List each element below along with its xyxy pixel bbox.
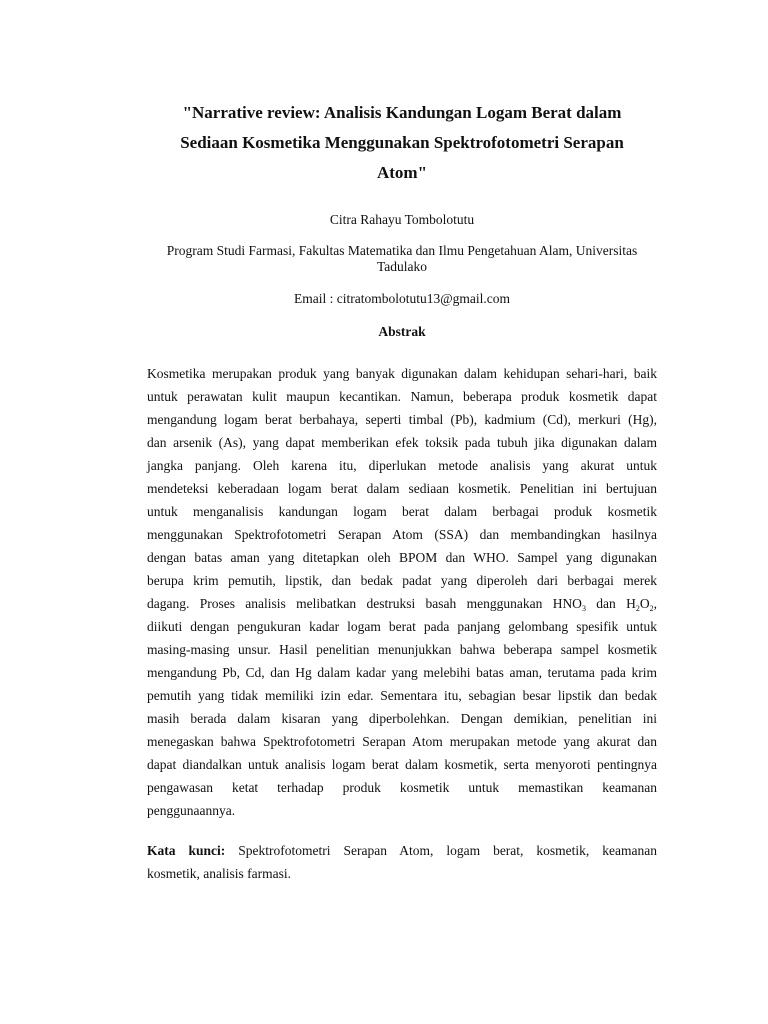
abstract-line: Kosmetika merupakan produk yang banyak digunakan dalam kehidupan sehari-hari, baik: [147, 366, 657, 381]
abstract-line: pengawasan ketat terhadap produk kosmetik untuk memastikan keamanan: [147, 780, 657, 795]
author-email: Email : citratombolotutu13@gmail.com: [293, 291, 511, 306]
abstract-heading: Abstrak: [378, 324, 426, 339]
subscript: 2: [649, 604, 654, 613]
formula-text: ,: [653, 596, 657, 611]
abstract-line: dapat diandalkan untuk analisis logam berat dalam kosmetik, serta menyoroti pentingnya: [147, 757, 657, 772]
title-line: "Narrative review: Analisis Kandungan Logam Berat dalam: [182, 103, 622, 122]
abstract-line: dengan batas aman yang ditetapkan oleh BPOM dan WHO. Sampel yang digunakan: [147, 550, 657, 565]
formula-text: dan H: [585, 596, 636, 611]
abstract-line: jangka panjang. Oleh karena itu, diperlukan metode analisis yang akurat untuk: [147, 458, 657, 473]
abstract-line: diikuti dengan pengukuran kadar logam berat pada panjang gelombang spesifik untuk: [147, 619, 657, 634]
abstract-line: pemutih yang tidak memiliki izin edar. Sementara itu, sebagian besar lipstik dan bedak: [147, 688, 657, 703]
title-line: Atom": [376, 163, 428, 182]
abstract-line: dan arsenik (As), yang dapat memberikan efek toksik pada tubuh jika digunakan dalam: [147, 435, 657, 450]
abstract-line: masing-masing unsur. Hasil penelitian menunjukkan bahwa beberapa sampel kosmetik: [147, 642, 657, 657]
abstract-line: menegaskan bahwa Spektrofotometri Serapan Atom merupakan metode yang akurat dan: [147, 734, 657, 749]
abstract-line: masih berada dalam kisaran yang diperbolehkan. Dengan demikian, penelitian ini: [147, 711, 657, 726]
title-line: Sediaan Kosmetika Menggunakan Spektrofotometri Serapan: [180, 133, 624, 152]
keywords-text: Spektrofotometri Serapan Atom, logam berat, kosmetik, keamanan: [225, 843, 657, 858]
abstract-line: mengandung Pb, Cd, dan Hg dalam kadar yang melebihi batas aman, terutama pada krim: [147, 665, 657, 680]
paper-title: [147, 98, 657, 188]
subscript: 3: [581, 604, 586, 613]
abstract-body: [147, 362, 657, 822]
subscript: 2: [635, 604, 640, 613]
abstract-line-formula: [147, 592, 657, 615]
abstract-line: mendeteksi keberadaan logam berat dalam sediaan kosmetik. Penelitian ini bertujuan: [147, 481, 657, 496]
keywords: [147, 839, 657, 885]
abstract-line: berupa krim pemutih, lipstik, dan bedak padat yang diperoleh dari berbagai merek: [147, 573, 657, 588]
affiliation-line: Tadulako: [376, 259, 428, 274]
affiliation-line: Program Studi Farmasi, Fakultas Matematika dan Ilmu Pengetahuan Alam, Universitas: [166, 243, 638, 258]
abstract-line: untuk perawatan kulit maupun kecantikan. Namun, beberapa produk kosmetik dapat: [147, 389, 657, 404]
formula-text: dagang. Proses analisis melibatkan destruksi basah menggunakan HNO: [147, 596, 582, 611]
paper-page: [147, 98, 657, 885]
author-name: Citra Rahayu Tombolotutu: [329, 212, 475, 227]
formula-text: O: [639, 596, 650, 611]
abstract-line: penggunaannya.: [147, 803, 236, 818]
abstract-line: menggunakan Spektrofotometri Serapan Atom (SSA) dan membandingkan hasilnya: [147, 527, 657, 542]
keywords-line: [147, 839, 657, 862]
keywords-line: kosmetik, analisis farmasi.: [147, 866, 291, 881]
abstract-line: mengandung logam berat berbahaya, seperti timbal (Pb), kadmium (Cd), merkuri (Hg),: [147, 412, 657, 427]
affiliation: [147, 243, 657, 275]
abstract-line: untuk menganalisis kandungan logam berat dalam berbagai produk kosmetik: [147, 504, 657, 519]
keywords-label: Kata kunci:: [147, 843, 226, 858]
